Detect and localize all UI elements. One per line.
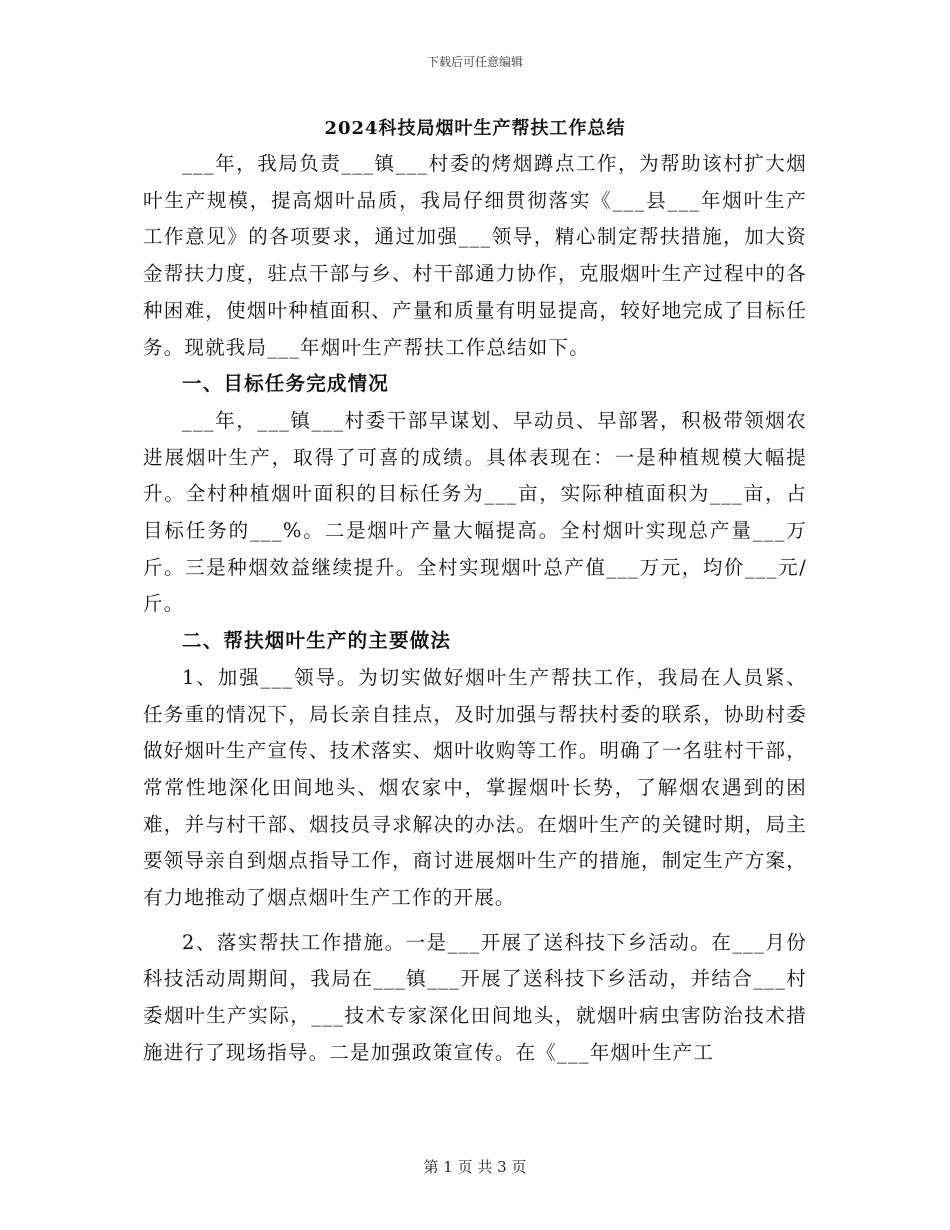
header-note: 下载后可任意编辑 — [426, 55, 523, 69]
section-1-paragraph: ___年，___镇___村委干部早谋划、早动员、早部署，积极带领烟农进展烟叶生产，取得了可喜的成绩。具体表现在：一是种植规模大幅提升。全村种植烟叶面积的目标任务为___亩，实际种植面积为___亩，占目标任务的___%。二是烟叶产量大幅提高。全村烟叶实现总产量___万斤。三是种烟效益继续提升。全村实现烟叶总产值___万元，均价___元/斤。 — [143, 408, 807, 616]
paragraph-gap — [143, 917, 807, 925]
page-number-footer: 第 1 页 共 3 页 — [423, 1158, 527, 1176]
section-2-paragraph-2: 2、落实帮扶工作措施。一是___开展了送科技下乡活动。在___月份科技活动周期间，我局在___镇___开展了送科技下乡活动，并结合___村委烟叶生产实际，___技术专家深化田间地头，就烟叶病虫害防治技术措施进行了现场指导。二是加强政策宣传。在《___年烟叶生产工 — [143, 930, 807, 1064]
intro-paragraph: ___年，我局负责___镇___村委的烤烟蹲点工作，为帮助该村扩大烟叶生产规模，提高烟叶品质，我局仔细贯彻落实《___县___年烟叶生产工作意见》的各项要求，通过加强___领导，精心制定帮扶措施，加大资金帮扶力度，驻点干部与乡、村干部通力协作，克服烟叶生产过程中的各种困难，使烟叶种植面积、产量和质量有明显提高，较好地完成了目标任务。现就我局___年烟叶生产帮扶工作总结如下。 — [143, 152, 807, 359]
document-title: 2024科技局烟叶生产帮扶工作总结 — [324, 118, 626, 139]
section-heading-2: 二、帮扶烟叶生产的主要做法 — [182, 629, 452, 653]
document-body — [143, 146, 807, 1072]
section-2-paragraph-1: 1、加强___领导。为切实做好烟叶生产帮扶工作，我局在人员紧、任务重的情况下，局长亲自挂点，及时加强与帮扶村委的联系，协助村委做好烟叶生产宣传、技术落实、烟叶收购等工作。明确了一名驻村干部，常常性地深化田间地头、烟农家中，掌握烟叶长势，了解烟农遇到的困难，并与村干部、烟技员寻求解决的办法。在烟叶生产的关键时期，局主要领导亲自到烟点指导工作，商讨进展烟叶生产的措施，制定生产方案，有力地推动了烟点烟叶生产工作的开展。 — [143, 665, 807, 910]
section-heading-1: 一、目标任务完成情况 — [182, 372, 390, 396]
